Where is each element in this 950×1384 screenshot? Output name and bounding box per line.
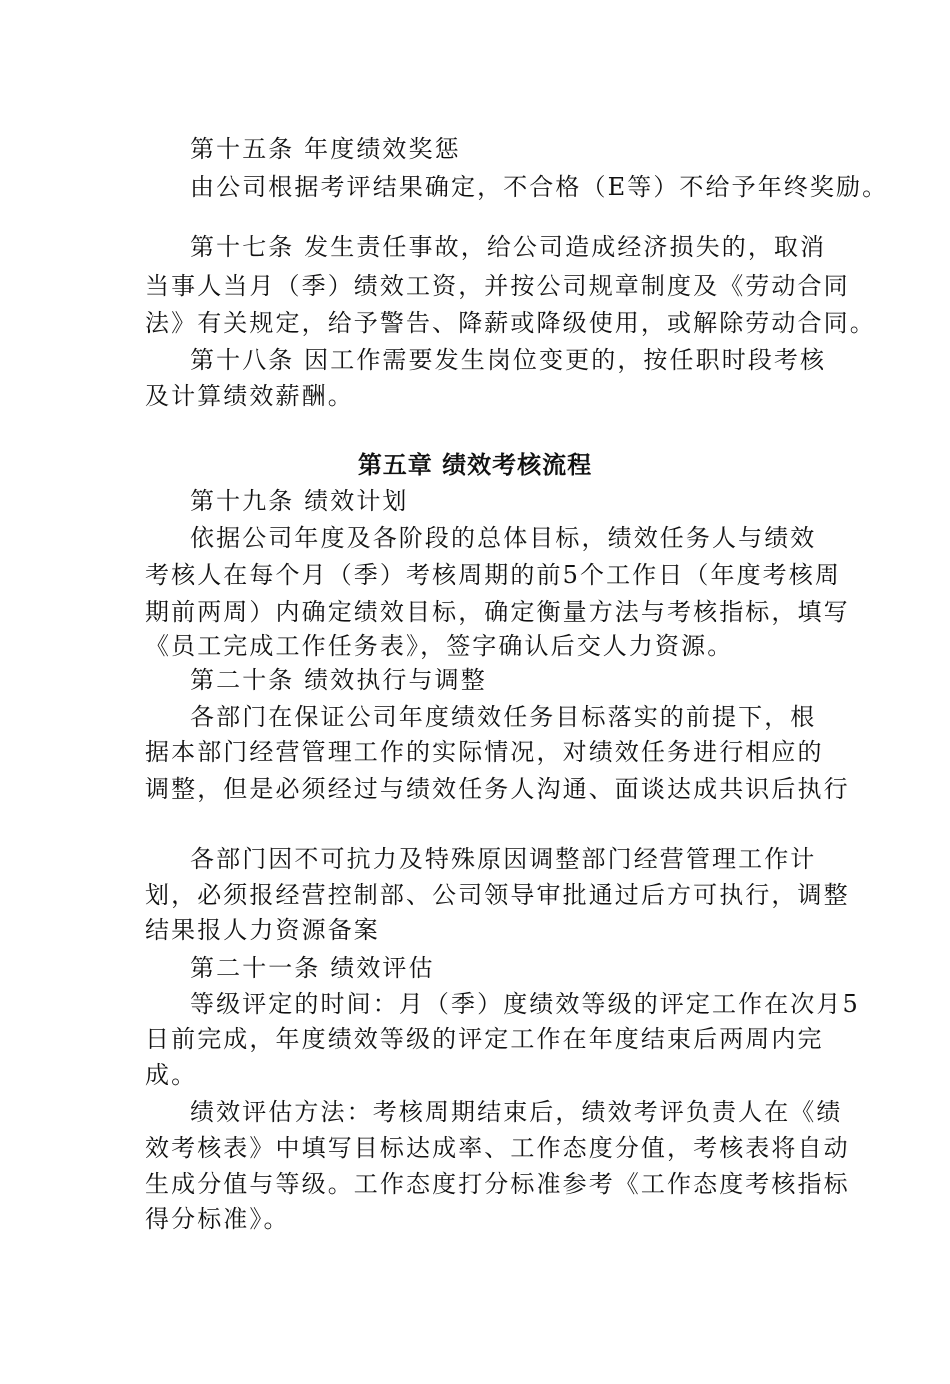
article-19-line-4: 《员工完成工作任务表》，签字确认后交人力资源。 <box>145 632 734 660</box>
article-21-line-7: 得分标准》。 <box>145 1205 290 1233</box>
article-21-line-4: 绩效评估方法：考核周期结束后，绩效考评负责人在《绩 <box>190 1098 843 1126</box>
article-20-line-1: 各部门在保证公司年度绩效任务目标落实的前提下，根 <box>190 703 817 731</box>
article-20-line-5: 划，必须报经营控制部、公司领导审批通过后方可执行，调整 <box>145 881 850 909</box>
article-17-line-1: 第十七条 发生责任事故，给公司造成经济损失的，取消 <box>190 233 827 261</box>
article-20-line-2: 据本部门经营管理工作的实际情况，对绩效任务进行相应的 <box>145 738 824 766</box>
article-21-line-1: 等级评定的时间：月（季）度绩效等级的评定工作在次月5 <box>190 990 860 1018</box>
article-20-line-6: 结果报人力资源备案 <box>145 916 380 944</box>
article-21-title: 第二十一条 绩效评估 <box>190 954 435 982</box>
article-17-line-3: 法》有关规定，给予警告、降薪或降级使用，或解除劳动合同。 <box>145 309 876 337</box>
chapter-5-heading: 第五章 绩效考核流程 <box>357 450 593 479</box>
article-19-line-2: 考核人在每个月（季）考核周期的前5个工作日（年度考核周 <box>145 561 841 589</box>
article-20-line-3: 调整，但是必须经过与绩效任务人沟通、面谈达成共识后执行 <box>145 775 850 803</box>
article-21-line-3: 成。 <box>145 1061 198 1089</box>
article-20-title: 第二十条 绩效执行与调整 <box>190 666 487 694</box>
article-17-line-2: 当事人当月（季）绩效工资，并按公司规章制度及《劳动合同 <box>145 272 850 300</box>
article-18-line-1: 第十八条 因工作需要发生岗位变更的，按任职时段考核 <box>190 346 827 374</box>
article-20-line-4: 各部门因不可抗力及特殊原因调整部门经营管理工作计 <box>190 845 817 873</box>
article-21-line-5: 效考核表》中填写目标达成率、工作态度分值，考核表将自动 <box>145 1134 850 1162</box>
article-21-line-2: 日前完成，年度绩效等级的评定工作在年度结束后两周内完 <box>145 1025 824 1053</box>
article-19-line-3: 期前两周）内确定绩效目标，确定衡量方法与考核指标，填写 <box>145 598 850 626</box>
article-18-line-2: 及计算绩效薪酬。 <box>145 382 354 410</box>
article-15-body: 由公司根据考评结果确定，不合格（E等）不给予年终奖励。 <box>190 173 889 201</box>
article-21-line-6: 生成分值与等级。工作态度打分标准参考《工作态度考核指标 <box>145 1170 850 1198</box>
article-19-title: 第十九条 绩效计划 <box>190 487 409 515</box>
article-19-line-1: 依据公司年度及各阶段的总体目标，绩效任务人与绩效 <box>190 524 817 552</box>
article-15-title: 第十五条 年度绩效奖惩 <box>190 135 461 163</box>
